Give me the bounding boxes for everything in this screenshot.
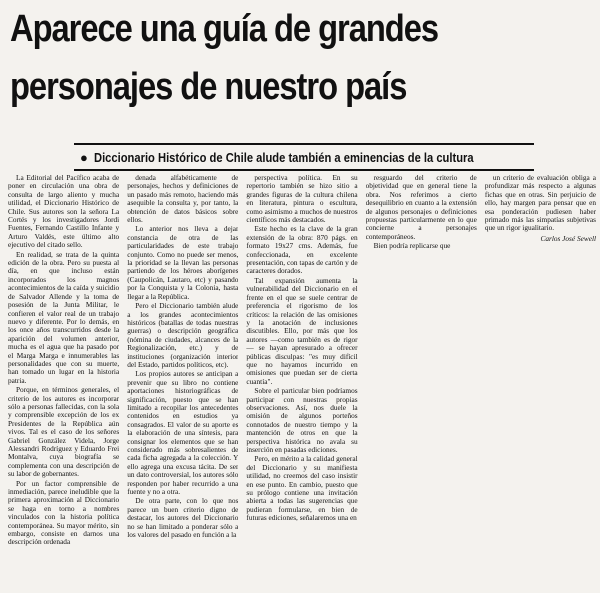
paragraph: Este hecho es la clave de la gran extensión de la obra: 870 págs. en formato 19x27 cms. Además, fue confeccionada, en excelente presentación, con tapas de cartón y de caracteres dorados. <box>246 224 358 276</box>
paragraph: Tal expansión aumenta la vulnerabilidad del Diccionario en el frente en el que se suele centrar de preferencia el rigorismo de los críticos: la relación de las omisiones y la anotación de inclusiones discutibles. Ello, por más que los autores —como también es de rigor— se hayan apresurado a ofrecer públicas disculpas: "es muy difícil que no hayamos incurrido en omisiones que puedan ser de cierta cuantía". <box>246 275 358 386</box>
paragraph: De otra parte, con lo que nos parece un buen criterio digno de destacar, los autores del Diccionario no se han limitado a ponderar sólo a los valores del pasado en función a la <box>127 496 239 540</box>
paragraph: perspectiva política. En su repertorio también se hizo sitio a grandes figuras de la cultura chilena en literatura, pintura o escultura, como asimismo a muchos de nuestros científicos más destacados. <box>246 174 358 225</box>
column-4 <box>366 174 477 588</box>
column-5 <box>485 174 596 588</box>
author-signature: Carlos José Sewell <box>540 233 597 243</box>
paragraph: denada alfabéticamente de personajes, hechos y definiciones de un pasado más remoto, haciendo más asequible la consulta y, por tanto, la obtención de datos básicos sobre ellos. <box>127 174 239 225</box>
paragraph: Por un factor comprensible de inmediación, parece ineludible que la primera aproximación al Diccionario se haga en torno a nombres vinculados con la historia política contemporánea. Su mayor mérito, sin embargo, consiste en darnos una descripción ordenada <box>8 478 120 547</box>
paragraph: Sobre el particular bien podríamos participar con nuestras propias observaciones. Así, nos duele la omisión de algunos porteños connotados de nuestro tiempo y la mantención de otros en que la perspectiva histórica no avala su inserción en pasadas ediciones. <box>246 386 358 454</box>
paragraph: Pero, en mérito a la calidad general del Diccionario y su manifiesta utilidad, no creemos del caso insistir en ese punto. En cambio, puesto que su prólogo contiene una invitación abierta a todas las sugerencias que pudieran formularse, en bien de futuras ediciones, señalaremos una en <box>246 454 358 523</box>
headline <box>10 0 509 116</box>
column-3 <box>246 174 357 588</box>
subheadline <box>74 143 534 171</box>
headline-line-2: personajes de nuestro país <box>10 66 407 108</box>
paragraph: Los propios autores se anticipan a prevenir que su libro no contiene aportaciones historiográficas de significación, puesto que se han limitado a recopilar los antecedentes contenidos en estudios ya consagrados. El valor de su aporte es la elaboración de una síntesis, para consignar los elementos que se han considerado más sobresalientes de cada ficha agregada a la colección. Y ello agrega una excusa tácita. De ser un dato controversial, los autores sólo responden por haber recurrido a una fuente y no a otra. <box>127 369 239 497</box>
headline-line-1: Aparece una guía de grandes <box>10 8 438 50</box>
article-body <box>8 174 596 588</box>
paragraph: resguardo del criterio de objetividad que en general tiene la obra. Nos referimos a cierto desequilibrio en cuanto a la extensión de algunos personajes o definiciones propuestas particularmente en lo que concierne a personajes contemporáneos. <box>365 174 477 241</box>
paragraph: Pero el Diccionario también alude a los grandes acontecimientos históricos (batallas de todas nuestras guerras) o descripción geográfica (nómina de ciudades, alcances de la Regionalización, etc.) y de instituciones (organización interior del Estado, partidos políticos, etc). <box>127 301 239 369</box>
paragraph: Porque, en términos generales, el criterio de los autores es incorporar sólo a personas fallecidas, con la sola y comprensible excepción de los ex Presidentes de la República aún vivos. Tal es el caso de los señores Gabriel González Videla, Jorge Alessandri Rodríguez y Eduardo Frei Montalva, cuya biografía se complementa con una descripción de su labor de gobernantes. <box>8 385 120 479</box>
paragraph: Lo anterior nos lleva a dejar constancia de otra de las particularidades de este trabajo conjunto. Como no puede ser menos, la prioridad se la llevan las personas partiendo de los héroes aborígenes (Caupolicán, Lautaro, etc) y pasando por la Conquista y la Colonia, hasta llegar a la República. <box>127 224 239 301</box>
subheadline-text: Diccionario Histórico de Chile alude también a eminencias de la cultura <box>93 149 474 165</box>
paragraph: un criterio de evaluación obliga a profundizar más respecto a algunas fichas que en otras. Sin perjuicio de ello, hay margen para pensar que en esa ponderación pudiesen haber primado más las simpatías subjetivas que un rigor igualitario. <box>484 174 597 233</box>
column-2 <box>127 174 238 588</box>
paragraph: Bien podría replicarse que <box>373 241 451 251</box>
bullet-icon: ● <box>80 149 88 165</box>
paragraph: En realidad, se trata de la quinta edición de la obra. Pero su puesta al día, en que incluso están incorporados los magnos acontecimientos de la caída y suicidio de Salvador Allende y la toma de posesión de la Junta Militar, le confieren el valor real de un trabajo nuevo y diferente. Por lo demás, en los once años transcurridos desde la aparición del volumen anterior, mucha es el agua que ha pasado por el Marga Marga e innumerables las personalidades que con su muerte, han tomado un lugar en la historia patria. <box>8 249 120 385</box>
paragraph: La Editorial del Pacífico acaba de poner en circulación una obra de consulta de largo aliento y mucha utilidad, el Diccionario Histórico de Chile. Sus autores son la señora La Cortés y los investigadores Jordi Fuentes, Fernando Castillo Infante y Arturo Valdés, este último alto ejecutivo del citado sello. <box>8 174 120 250</box>
column-1 <box>8 174 119 588</box>
